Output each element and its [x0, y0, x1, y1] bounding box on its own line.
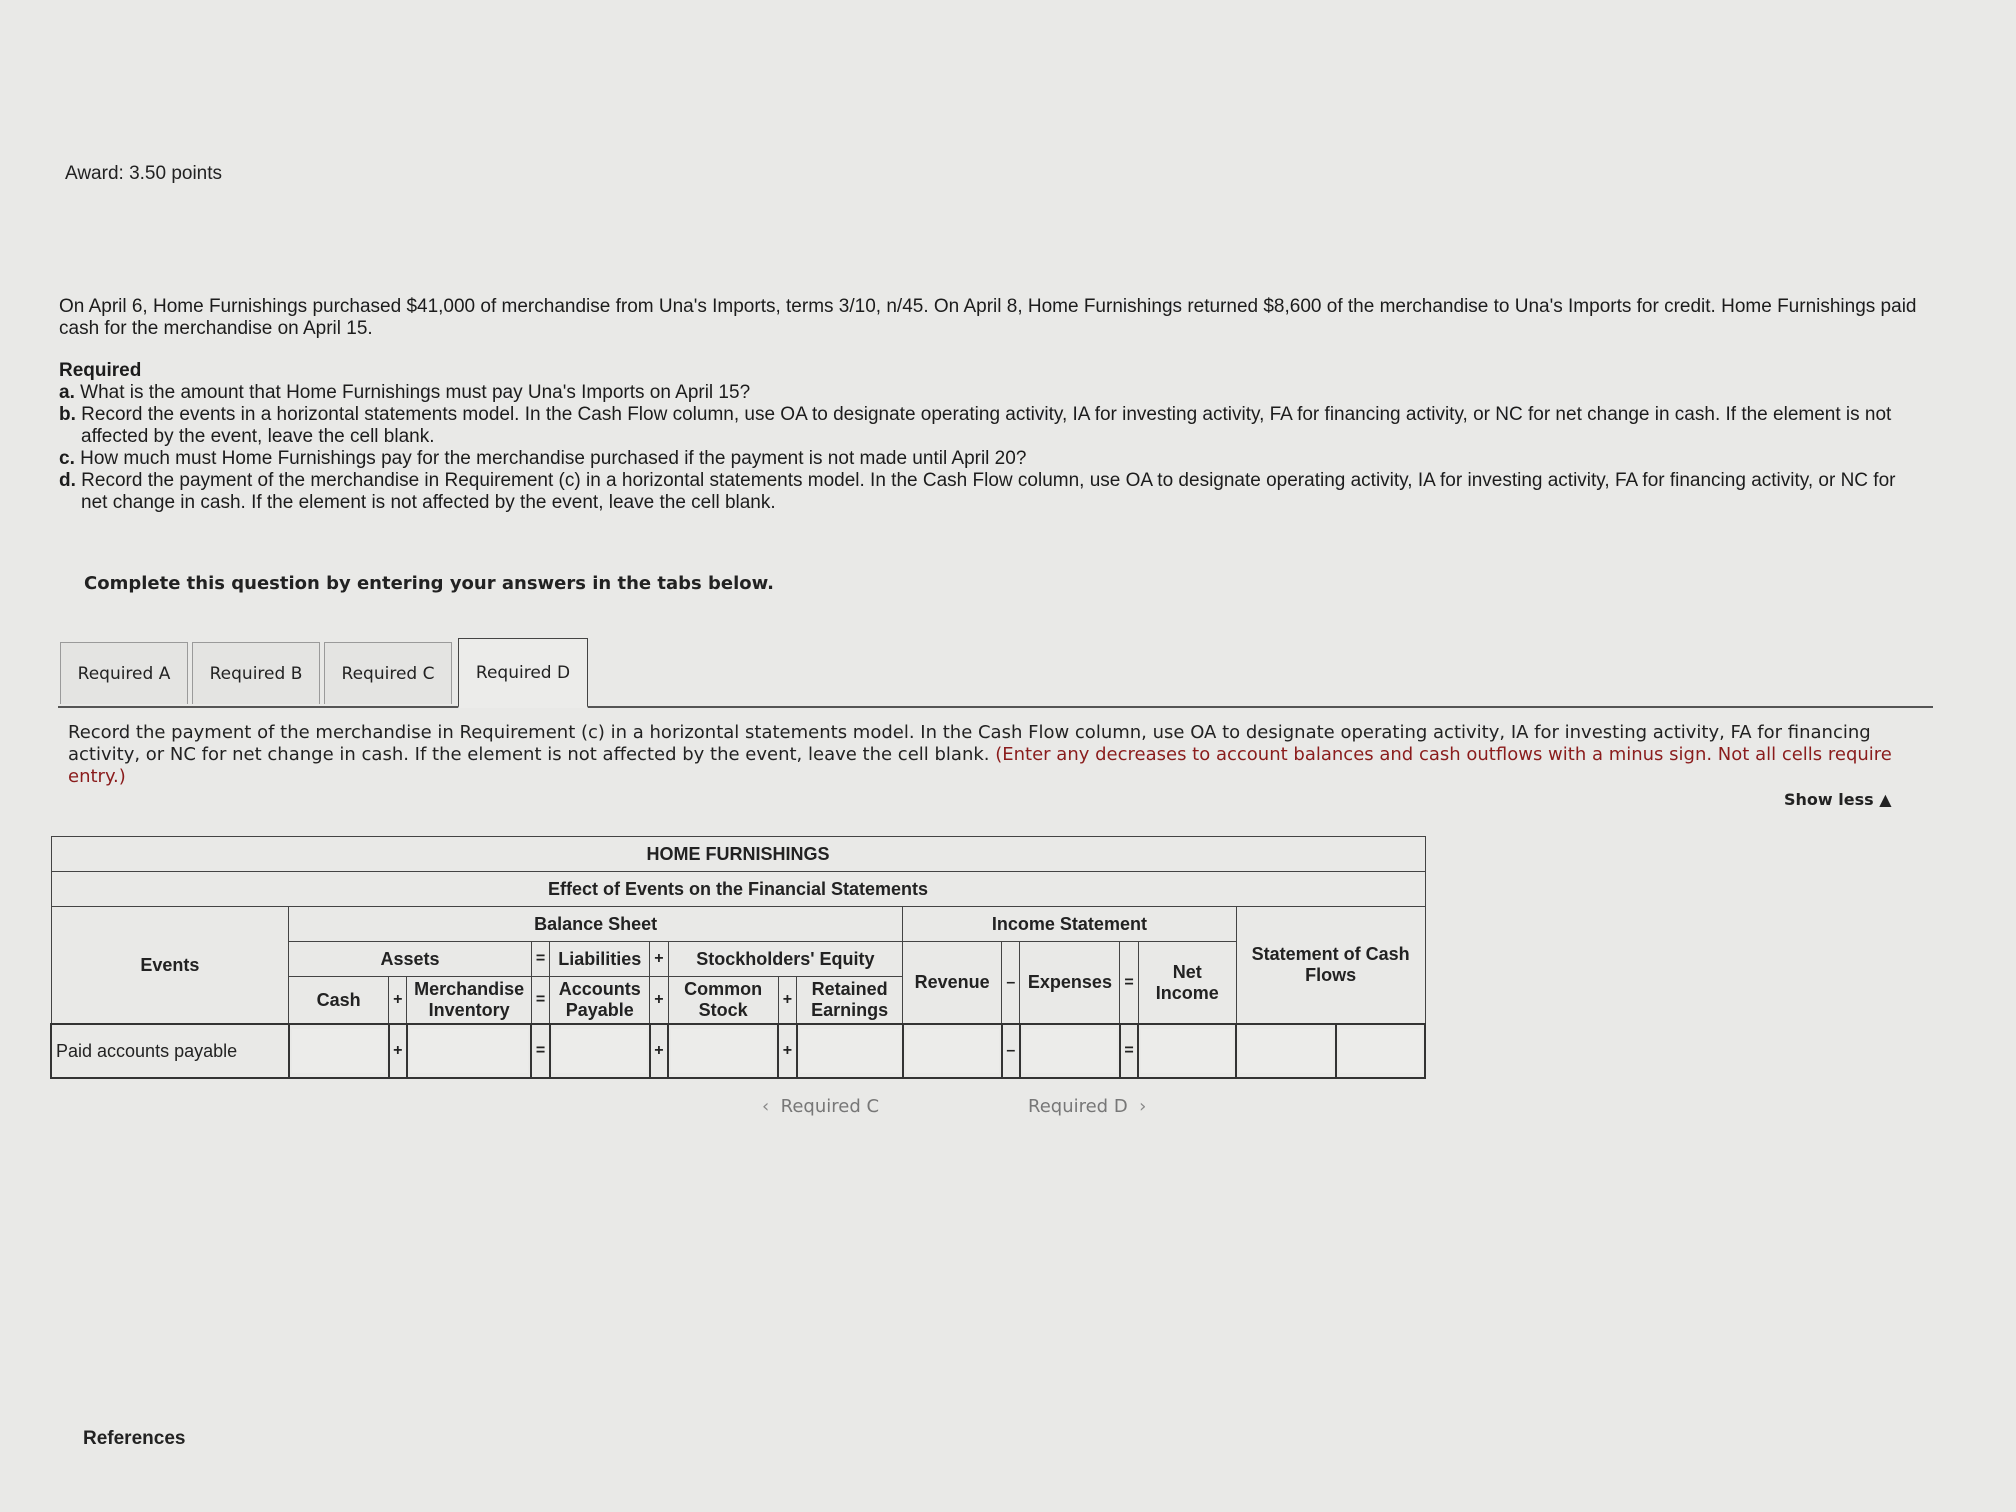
requirement-b — [59, 404, 1919, 448]
plus-sign: + — [778, 1024, 796, 1078]
common-stock-cell — [668, 1024, 778, 1078]
requirement-letter: c. — [59, 448, 75, 469]
requirement-text: What is the amount that Home Furnishings must pay Una's Imports on April 15? — [80, 382, 751, 403]
requirement-c — [59, 448, 1919, 470]
revenue-header: Revenue — [903, 942, 1002, 1025]
show-less-toggle[interactable]: Show less ▲ — [1784, 790, 1892, 809]
requirement-text: How much must Home Furnishings pay for the merchandise purchased if the payment is not made until April 20? — [80, 448, 1027, 469]
net-income-header: Net Income — [1138, 942, 1236, 1025]
minus-sign: – — [1002, 942, 1020, 1025]
cash-input[interactable] — [292, 1029, 386, 1073]
stockholders-equity-header: Stockholders' Equity — [668, 942, 903, 977]
net-income-input[interactable] — [1141, 1029, 1233, 1073]
requirement-text: Record the payment of the merchandise in Requirement (c) in a horizontal statements model. In the Cash Flow column, use OA to designate operating activity, IA for investing activity, FA for financing activity, or NC for net change in cash. If the element is not affected by the event, leave the cell blank. — [81, 470, 1896, 513]
plus-sign: + — [389, 977, 407, 1025]
event-label: Paid accounts payable — [51, 1024, 289, 1078]
tab-required-a[interactable]: Required A — [60, 642, 188, 704]
plus-sign: + — [650, 977, 668, 1025]
award-points: Award: 3.50 points — [65, 163, 223, 184]
assets-header: Assets — [289, 942, 532, 977]
table-subtitle: Effect of Events on the Financial Statements — [51, 872, 1425, 907]
plus-sign: + — [650, 1024, 668, 1078]
requirement-d — [59, 470, 1919, 514]
expenses-input[interactable] — [1023, 1029, 1117, 1073]
horizontal-statements-model — [50, 836, 1426, 1079]
next-tab-label: Required D — [1028, 1096, 1128, 1117]
problem-intro: On April 6, Home Furnishings purchased $41,000 of merchandise from Una's Imports, terms 3/10, n/45. On April 8, Home Furnishings returned $8,600 of the merchandise to Una's Imports for credit. Home Furnishings paid cash for the merchandise on April 15. — [59, 296, 1917, 339]
retained-earnings-input[interactable] — [800, 1029, 900, 1073]
plus-sign: + — [778, 977, 796, 1025]
net-income-cell — [1138, 1024, 1236, 1078]
revenue-input[interactable] — [906, 1029, 999, 1073]
requirement-tabs — [58, 640, 1933, 708]
common-stock-input[interactable] — [671, 1029, 775, 1073]
next-tab-button[interactable] — [1028, 1096, 1146, 1117]
cash-flow-amount-input[interactable] — [1239, 1029, 1333, 1073]
cash-flow-amount-cell — [1236, 1024, 1336, 1078]
requirement-a — [59, 382, 1919, 404]
tab-required-c[interactable]: Required C — [324, 642, 452, 704]
previous-tab-label: Required C — [780, 1096, 880, 1117]
tab-required-d[interactable]: Required D — [458, 638, 588, 708]
chevron-left-icon: ‹ — [762, 1096, 770, 1117]
equals-sign: = — [1120, 1024, 1138, 1078]
balance-sheet-header: Balance Sheet — [289, 907, 903, 942]
cash-flows-header: Statement of Cash Flows — [1236, 907, 1425, 1025]
equals-sign: = — [531, 1024, 549, 1078]
requirement-letter: b. — [59, 404, 76, 425]
income-statement-header: Income Statement — [903, 907, 1237, 942]
revenue-cell — [903, 1024, 1002, 1078]
equals-sign: = — [531, 942, 549, 977]
cash-cell — [289, 1024, 389, 1078]
accounts-payable-input[interactable] — [553, 1029, 647, 1073]
equals-sign: = — [1120, 942, 1138, 1025]
requirement-letter: d. — [59, 470, 76, 491]
liabilities-header: Liabilities — [550, 942, 650, 977]
expenses-cell — [1020, 1024, 1120, 1078]
cash-header: Cash — [289, 977, 389, 1025]
expenses-header: Expenses — [1020, 942, 1120, 1025]
required-heading: Required — [59, 360, 142, 381]
common-stock-header: Common Stock — [668, 977, 778, 1025]
merchandise-inventory-header: Merchandise Inventory — [407, 977, 531, 1025]
requirements-list — [59, 382, 1919, 514]
retained-earnings-cell — [797, 1024, 903, 1078]
accounts-payable-cell — [550, 1024, 650, 1078]
tab-instruction-note: (Enter any decreases to account balances and cash outflows with a minus sign. Not all cells require entry.) — [68, 744, 1892, 787]
events-header: Events — [51, 907, 289, 1025]
merchandise-inventory-input[interactable] — [410, 1029, 528, 1073]
inventory-cell — [407, 1024, 531, 1078]
requirement-letter: a. — [59, 382, 75, 403]
accounts-payable-header: Accounts Payable — [550, 977, 650, 1025]
plus-sign: + — [650, 942, 668, 977]
instruction-text: Complete this question by entering your answers in the tabs below. — [84, 573, 774, 594]
tab-instruction-text: Record the payment of the merchandise in Requirement (c) in a horizontal statements model. In the Cash Flow column, use OA to designate operating activity, IA for investing activity, FA for financing activity, or NC for net change in cash. If the element is not affected by the event, leave the cell blank. — [68, 722, 1871, 765]
company-name: HOME FURNISHINGS — [51, 837, 1425, 872]
problem-statement — [59, 296, 1919, 514]
previous-tab-button[interactable] — [762, 1096, 879, 1117]
tab-instructions — [68, 722, 1898, 788]
cash-flow-activity-input[interactable] — [1339, 1029, 1422, 1073]
equals-sign: = — [531, 977, 549, 1025]
minus-sign: – — [1002, 1024, 1020, 1078]
retained-earnings-header: Retained Earnings — [797, 977, 903, 1025]
cash-flow-activity-cell — [1336, 1024, 1425, 1078]
plus-sign: + — [389, 1024, 407, 1078]
tab-required-b[interactable]: Required B — [192, 642, 320, 704]
chevron-right-icon: › — [1139, 1096, 1147, 1117]
references-link[interactable]: References — [83, 1428, 186, 1449]
table-row — [51, 1024, 1425, 1078]
requirement-text: Record the events in a horizontal statements model. In the Cash Flow column, use OA to designate operating activity, IA for investing activity, FA for financing activity, or NC for net change in cash. If the element is not affected by the event, leave the cell blank. — [81, 404, 1892, 447]
